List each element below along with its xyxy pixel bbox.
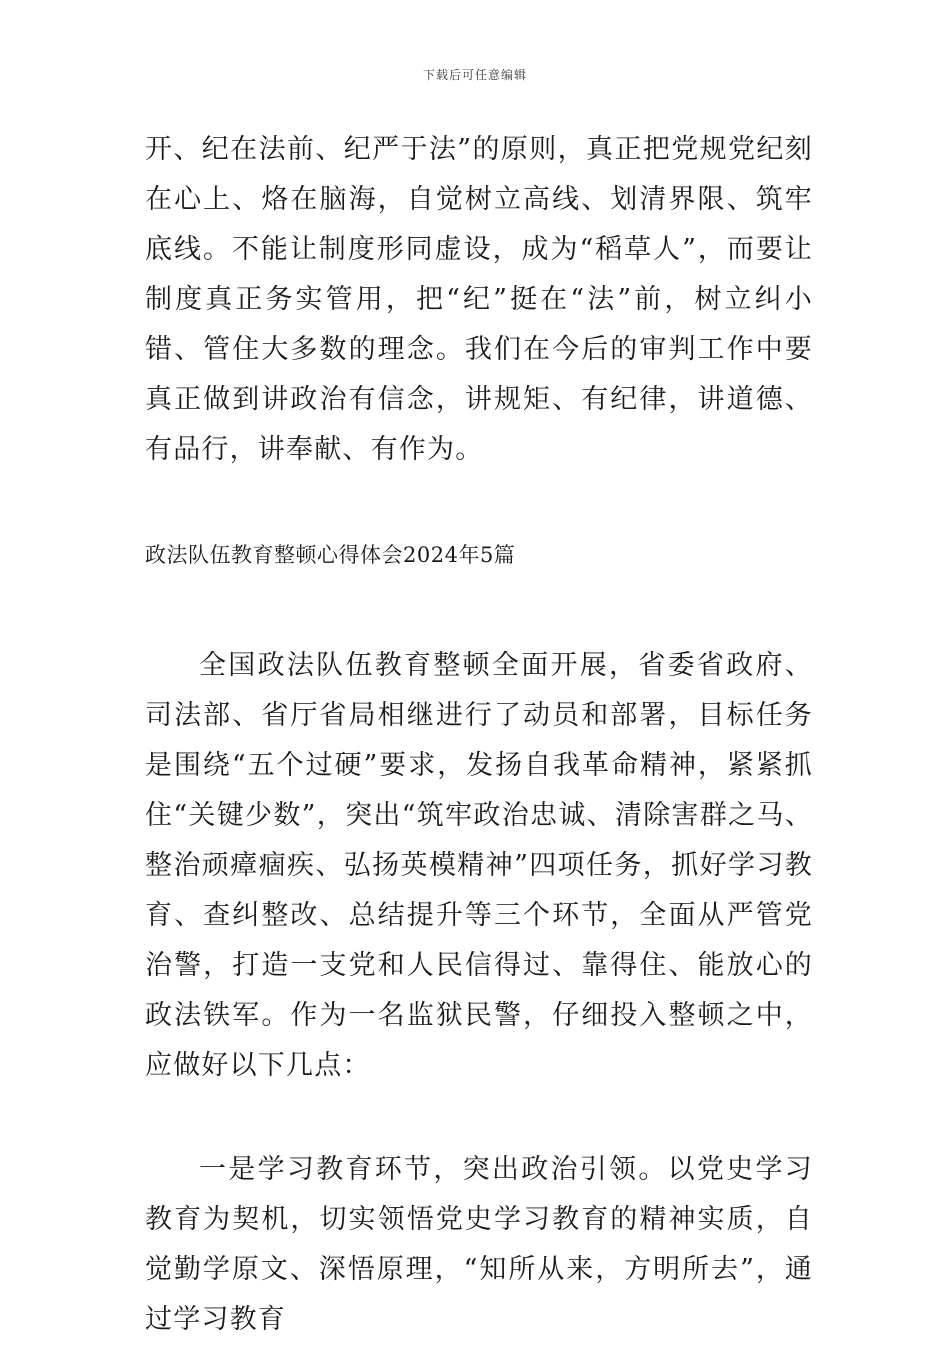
paragraph-point-1: 一是学习教育环节，突出政治引领。以党史学习教育为契机，切实领悟党史学习教育的精神实质，自觉勤学原文、深悟原理，“知所从来，方明所去”，通过学习教育 [145,1154,813,1335]
document-body [145,125,813,1345]
spacer [145,571,813,641]
paragraph-intro: 全国政法队伍教育整顿全面开展，省委省政府、司法部、省厅省局相继进行了动员和部署，目标任务是围绕“五个过硬”要求，发扬自我革命精神，紧紧抓住“关键少数”，突出“筑牢政治忠诚、清除害群之马、整治顽瘴痼疾、弘扬英模精神”四项任务，抓好学习教育、查纠整改、总结提升等三个环节，全面从严管党治警，打造一支党和人民信得过、靠得住、能放心的政法铁军。作为一名监狱民警，仔细投入整顿之中，应做好以下几点： [145,650,813,1081]
paragraph-continued: 开、纪在法前、纪严于法”的原则，真正把党规党纪刻在心上、烙在脑海，自觉树立高线、划清界限、筑牢底线。不能让制度形同虚设，成为“稻草人”，而要让制度真正务实管用，把“纪”挺在“法”前，树立纠小错、管住大多数的理念。我们在今后的审判工作中要真正做到讲政治有信念，讲规矩、有纪律，讲道德、有品行，讲奉献、有作为。 [145,134,813,465]
spacer [145,1091,813,1145]
spacer [145,475,813,539]
document-title: 政法队伍教育整顿心得体会2024年5篇 [145,543,516,567]
header-note: 下载后可任意编辑 [422,68,527,82]
